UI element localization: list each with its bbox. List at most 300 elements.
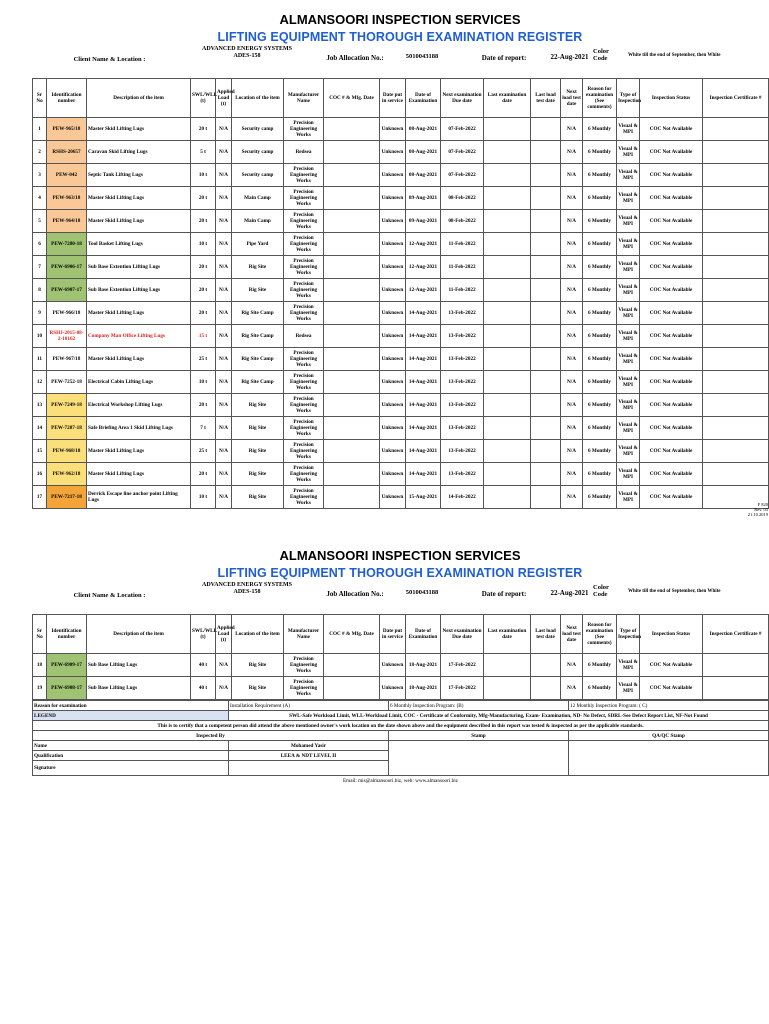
cell-sr-no: 3 bbox=[33, 164, 47, 187]
cell-location: Rig Site bbox=[232, 440, 284, 463]
cell-identification-number: PEW-6908-17 bbox=[47, 677, 87, 700]
cell-swl-wll: 20 t bbox=[191, 210, 216, 233]
cell-description: Master Skid Lifting Lugs bbox=[87, 118, 191, 141]
cell-description: Electrical Workshop Lifting Lugs bbox=[87, 394, 191, 417]
cell-date-in-service: Unknown bbox=[380, 118, 406, 141]
column-header-date-of-examination: Date of Examination bbox=[406, 615, 441, 654]
cell-swl-wll: 20 t bbox=[191, 279, 216, 302]
client-label: Client Name & Location : bbox=[73, 592, 146, 599]
cell-type-of-inspection: Visual & MPI bbox=[617, 463, 640, 486]
cell-next-load-test-date: N/A bbox=[561, 654, 583, 677]
cell-sr-no: 17 bbox=[33, 486, 47, 509]
cell-swl-wll: 10 t bbox=[191, 233, 216, 256]
name-label: Name bbox=[33, 741, 229, 751]
table-row bbox=[33, 417, 769, 440]
project-line-2: ADES-158 bbox=[233, 589, 261, 595]
cell-type-of-inspection: Visual & MPI bbox=[617, 256, 640, 279]
cell-inspection-certificate bbox=[703, 279, 769, 302]
cell-reason-for-examination: 6 Monthly bbox=[583, 302, 617, 325]
cell-inspection-certificate bbox=[703, 348, 769, 371]
cell-date-of-examination: 12-Aug-2021 bbox=[406, 256, 441, 279]
cell-coc-mfg-date bbox=[324, 302, 380, 325]
cell-inspection-status: COC Not Available bbox=[640, 256, 703, 279]
cell-sr-no: 5 bbox=[33, 210, 47, 233]
cell-coc-mfg-date bbox=[324, 486, 380, 509]
cell-last-examination-date bbox=[484, 233, 531, 256]
color-code-label: Color Code bbox=[593, 48, 609, 62]
column-header-description: Description of the item bbox=[87, 615, 191, 654]
cell-inspection-status: COC Not Available bbox=[640, 677, 703, 700]
cell-description: Sub Base Lifting Lugs bbox=[87, 654, 191, 677]
cell-type-of-inspection: Visual & MPI bbox=[617, 302, 640, 325]
table-row bbox=[33, 677, 769, 700]
cell-description: Safe Briefing Area 1 Skid Lifting Lugs bbox=[87, 417, 191, 440]
cell-next-examination-due: 13-Feb-2022 bbox=[441, 463, 484, 486]
cell-swl-wll: 10 t bbox=[191, 164, 216, 187]
report-header bbox=[32, 582, 768, 614]
cell-coc-mfg-date bbox=[324, 394, 380, 417]
cell-identification-number: PEW-962/18 bbox=[47, 463, 87, 486]
cell-last-load-test-date bbox=[531, 486, 561, 509]
form-number: F 820 bbox=[757, 502, 768, 507]
cell-next-examination-due: 14-Feb-2022 bbox=[441, 486, 484, 509]
column-header-manufacturer: Manufacturer Name bbox=[284, 615, 324, 654]
cell-next-load-test-date: N/A bbox=[561, 677, 583, 700]
cell-reason-for-examination: 6 Monthly bbox=[583, 348, 617, 371]
cell-last-examination-date bbox=[484, 325, 531, 348]
company-title: ALMANSOORI INSPECTION SERVICES bbox=[279, 12, 521, 27]
cell-manufacturer: Precision Engineering Works bbox=[284, 302, 324, 325]
column-header-applied-load: Applied Load (t) bbox=[216, 615, 232, 654]
cell-next-load-test-date: N/A bbox=[561, 302, 583, 325]
cell-type-of-inspection: Visual & MPI bbox=[617, 141, 640, 164]
project-line-2: ADES-158 bbox=[233, 53, 261, 59]
project-name bbox=[192, 582, 302, 596]
cell-last-load-test-date bbox=[531, 677, 561, 700]
cell-identification-number: PEW-7280-18 bbox=[47, 233, 87, 256]
cell-identification-number: PEW-7217-18 bbox=[47, 486, 87, 509]
certification-statement: This is to certify that a competent person did attend the above mentioned owner's work location on the date shown above and the equipment described in this report was tested & inspected as per the applicable standards. bbox=[33, 721, 769, 731]
cell-reason-for-examination: 6 Monthly bbox=[583, 210, 617, 233]
cell-swl-wll: 40 t bbox=[191, 654, 216, 677]
cell-type-of-inspection: Visual & MPI bbox=[617, 677, 640, 700]
cell-manufacturer: Precision Engineering Works bbox=[284, 486, 324, 509]
cell-last-examination-date bbox=[484, 210, 531, 233]
cell-reason-for-examination: 6 Monthly bbox=[583, 486, 617, 509]
cell-next-examination-due: 07-Feb-2022 bbox=[441, 141, 484, 164]
register-title: LIFTING EQUIPMENT THOROUGH EXAMINATION REGISTER bbox=[217, 30, 583, 44]
cell-last-load-test-date bbox=[531, 118, 561, 141]
register-table-1 bbox=[32, 78, 769, 509]
cell-date-in-service: Unknown bbox=[380, 486, 406, 509]
cell-reason-for-examination: 6 Monthly bbox=[583, 463, 617, 486]
cell-date-of-examination: 12-Aug-2021 bbox=[406, 279, 441, 302]
cell-inspection-status: COC Not Available bbox=[640, 233, 703, 256]
column-header-description: Description of the item bbox=[87, 79, 191, 118]
column-header-inspection-certificate: Inspection Certificate # bbox=[703, 79, 769, 118]
cell-next-load-test-date: N/A bbox=[561, 417, 583, 440]
cell-last-examination-date bbox=[484, 348, 531, 371]
column-header-swl-wll: SWL/WLL (t) bbox=[191, 79, 216, 118]
cell-swl-wll: 40 t bbox=[191, 677, 216, 700]
cell-manufacturer: Precision Engineering Works bbox=[284, 279, 324, 302]
cell-applied-load: N/A bbox=[216, 677, 232, 700]
cell-sr-no: 14 bbox=[33, 417, 47, 440]
cell-next-examination-due: 17-Feb-2022 bbox=[441, 677, 484, 700]
cell-coc-mfg-date bbox=[324, 654, 380, 677]
cell-date-of-examination: 08-Aug-2021 bbox=[406, 118, 441, 141]
cell-next-examination-due: 07-Feb-2022 bbox=[441, 118, 484, 141]
report-date-label: Date of report: bbox=[481, 590, 527, 598]
table-row bbox=[33, 325, 769, 348]
cell-last-examination-date bbox=[484, 302, 531, 325]
cell-manufacturer: Precision Engineering Works bbox=[284, 210, 324, 233]
cell-location: Rig Site bbox=[232, 486, 284, 509]
cell-swl-wll: 20 t bbox=[191, 302, 216, 325]
cell-identification-number: PEW-963/18 bbox=[47, 187, 87, 210]
cell-location: Security camp bbox=[232, 164, 284, 187]
cell-location: Rig Site bbox=[232, 677, 284, 700]
legend-label: LEGEND bbox=[33, 711, 229, 721]
cell-location: Rig Site bbox=[232, 256, 284, 279]
column-header-identification-number: Identification number bbox=[47, 79, 87, 118]
cell-next-load-test-date: N/A bbox=[561, 279, 583, 302]
cell-last-examination-date bbox=[484, 279, 531, 302]
cell-inspection-certificate bbox=[703, 677, 769, 700]
cell-location: Main Camp bbox=[232, 187, 284, 210]
client-label: Client Name & Location : bbox=[73, 56, 146, 63]
cell-swl-wll: 20 t bbox=[191, 463, 216, 486]
cell-last-load-test-date bbox=[531, 256, 561, 279]
cell-last-examination-date bbox=[484, 463, 531, 486]
cell-identification-number: PEW-6906-17 bbox=[47, 256, 87, 279]
cell-last-examination-date bbox=[484, 164, 531, 187]
inspector-qualification: LEEA & NDT LEVEL II bbox=[229, 751, 389, 761]
cell-next-examination-due: 08-Feb-2022 bbox=[441, 210, 484, 233]
cell-identification-number: PEW-965/18 bbox=[47, 118, 87, 141]
cell-last-load-test-date bbox=[531, 233, 561, 256]
cell-coc-mfg-date bbox=[324, 118, 380, 141]
cell-sr-no: 19 bbox=[33, 677, 47, 700]
cell-inspection-certificate bbox=[703, 302, 769, 325]
cell-next-examination-due: 11-Feb-2022 bbox=[441, 233, 484, 256]
cell-applied-load: N/A bbox=[216, 417, 232, 440]
cell-type-of-inspection: Visual & MPI bbox=[617, 654, 640, 677]
cell-sr-no: 16 bbox=[33, 463, 47, 486]
cell-coc-mfg-date bbox=[324, 210, 380, 233]
column-header-inspection-certificate: Inspection Certificate # bbox=[703, 615, 769, 654]
report-header bbox=[32, 46, 768, 78]
cell-description: Master Skid Lifting Lugs bbox=[87, 463, 191, 486]
cell-applied-load: N/A bbox=[216, 325, 232, 348]
cell-manufacturer: Precision Engineering Works bbox=[284, 348, 324, 371]
cell-location: Rig Site Camp bbox=[232, 325, 284, 348]
report-date-label: Date of report: bbox=[481, 54, 527, 62]
cell-type-of-inspection: Visual & MPI bbox=[617, 233, 640, 256]
cell-inspection-certificate bbox=[703, 371, 769, 394]
cell-sr-no: 6 bbox=[33, 233, 47, 256]
cell-last-load-test-date bbox=[531, 371, 561, 394]
cell-swl-wll: 5 t bbox=[191, 141, 216, 164]
cell-inspection-status: COC Not Available bbox=[640, 302, 703, 325]
table-row bbox=[33, 233, 769, 256]
cell-type-of-inspection: Visual & MPI bbox=[617, 210, 640, 233]
cell-date-in-service: Unknown bbox=[380, 463, 406, 486]
cell-coc-mfg-date bbox=[324, 348, 380, 371]
cell-location: Security camp bbox=[232, 118, 284, 141]
cell-last-load-test-date bbox=[531, 187, 561, 210]
cell-coc-mfg-date bbox=[324, 677, 380, 700]
cell-identification-number: PEW-964/18 bbox=[47, 210, 87, 233]
cell-coc-mfg-date bbox=[324, 325, 380, 348]
cell-date-of-examination: 14-Aug-2021 bbox=[406, 463, 441, 486]
column-header-row bbox=[33, 615, 769, 654]
cell-manufacturer: Precision Engineering Works bbox=[284, 394, 324, 417]
cell-reason-for-examination: 6 Monthly bbox=[583, 256, 617, 279]
project-line-1: ADVANCED ENERGY SYSTEMS bbox=[201, 46, 293, 52]
cell-date-of-examination: 14-Aug-2021 bbox=[406, 440, 441, 463]
stamp-label: Stamp bbox=[389, 731, 569, 741]
cell-reason-for-examination: 6 Monthly bbox=[583, 141, 617, 164]
signature-label: Signature bbox=[33, 761, 229, 776]
job-allocation-label: Job Allocation No.: bbox=[326, 54, 384, 62]
column-header-sr-no: Sr No bbox=[33, 615, 47, 654]
column-header-row bbox=[33, 79, 769, 118]
cell-inspection-certificate bbox=[703, 118, 769, 141]
cell-identification-number: RSHJ-2015-08-2-10162 bbox=[47, 325, 87, 348]
cell-applied-load: N/A bbox=[216, 440, 232, 463]
cell-reason-for-examination: 6 Monthly bbox=[583, 164, 617, 187]
cell-sr-no: 1 bbox=[33, 118, 47, 141]
cell-sr-no: 13 bbox=[33, 394, 47, 417]
table-row bbox=[33, 118, 769, 141]
cell-last-load-test-date bbox=[531, 164, 561, 187]
cell-date-of-examination: 14-Aug-2021 bbox=[406, 417, 441, 440]
cell-description: Sub Base Lifting Lugs bbox=[87, 677, 191, 700]
cell-last-load-test-date bbox=[531, 394, 561, 417]
cell-inspection-certificate bbox=[703, 654, 769, 677]
cell-swl-wll: 20 t bbox=[191, 256, 216, 279]
cell-manufacturer: Precision Engineering Works bbox=[284, 463, 324, 486]
cell-coc-mfg-date bbox=[324, 371, 380, 394]
cell-last-examination-date bbox=[484, 417, 531, 440]
cell-sr-no: 8 bbox=[33, 279, 47, 302]
column-header-identification-number: Identification number bbox=[47, 615, 87, 654]
column-header-manufacturer: Manufacturer Name bbox=[284, 79, 324, 118]
cell-inspection-status: COC Not Available bbox=[640, 417, 703, 440]
cell-date-of-examination: 09-Aug-2021 bbox=[406, 210, 441, 233]
cell-applied-load: N/A bbox=[216, 187, 232, 210]
cell-next-examination-due: 13-Feb-2022 bbox=[441, 417, 484, 440]
cell-inspection-status: COC Not Available bbox=[640, 325, 703, 348]
cell-last-load-test-date bbox=[531, 302, 561, 325]
column-header-reason-for-examination: Reason for examination (See comments) bbox=[583, 615, 617, 654]
cell-date-in-service: Unknown bbox=[380, 371, 406, 394]
cell-type-of-inspection: Visual & MPI bbox=[617, 394, 640, 417]
register-title: LIFTING EQUIPMENT THOROUGH EXAMINATION REGISTER bbox=[217, 566, 583, 580]
cell-last-load-test-date bbox=[531, 654, 561, 677]
cell-swl-wll: 20 t bbox=[191, 187, 216, 210]
cell-description: Septic Tank Lifting Lugs bbox=[87, 164, 191, 187]
report-footer bbox=[32, 700, 769, 785]
cell-inspection-status: COC Not Available bbox=[640, 164, 703, 187]
cell-date-of-examination: 14-Aug-2021 bbox=[406, 394, 441, 417]
cell-identification-number: PEW-967/18 bbox=[47, 348, 87, 371]
form-date: 21.10.2019 bbox=[747, 512, 768, 517]
table-row bbox=[33, 141, 769, 164]
cell-date-of-examination: 12-Aug-2021 bbox=[406, 233, 441, 256]
cell-date-of-examination: 18-Aug-2021 bbox=[406, 677, 441, 700]
cell-date-of-examination: 18-Aug-2021 bbox=[406, 654, 441, 677]
cell-location: Security camp bbox=[232, 141, 284, 164]
register-page-2 bbox=[32, 548, 768, 785]
cell-swl-wll: 10 t bbox=[191, 486, 216, 509]
cell-last-examination-date bbox=[484, 654, 531, 677]
cell-date-in-service: Unknown bbox=[380, 141, 406, 164]
cell-type-of-inspection: Visual & MPI bbox=[617, 348, 640, 371]
cell-last-load-test-date bbox=[531, 440, 561, 463]
cell-identification-number: PEW-7249-18 bbox=[47, 394, 87, 417]
cell-date-in-service: Unknown bbox=[380, 654, 406, 677]
cell-manufacturer: Precision Engineering Works bbox=[284, 417, 324, 440]
column-header-last-examination-date: Last examination date bbox=[484, 79, 531, 118]
column-header-next-load-test-date: Next load test date bbox=[561, 79, 583, 118]
cell-date-of-examination: 14-Aug-2021 bbox=[406, 325, 441, 348]
cell-last-load-test-date bbox=[531, 279, 561, 302]
table-row bbox=[33, 654, 769, 677]
cell-type-of-inspection: Visual & MPI bbox=[617, 118, 640, 141]
table-row bbox=[33, 256, 769, 279]
cell-location: Rig Site bbox=[232, 654, 284, 677]
cell-last-examination-date bbox=[484, 677, 531, 700]
cell-manufacturer: Precision Engineering Works bbox=[284, 256, 324, 279]
cell-inspection-status: COC Not Available bbox=[640, 440, 703, 463]
cell-reason-for-examination: 6 Monthly bbox=[583, 325, 617, 348]
reason-a: Installation Requirement (A) bbox=[229, 701, 389, 711]
project-name bbox=[192, 46, 302, 60]
cell-date-in-service: Unknown bbox=[380, 302, 406, 325]
cell-swl-wll: 10 t bbox=[191, 371, 216, 394]
cell-description: Master Skid Lifting Lugs bbox=[87, 302, 191, 325]
column-header-sr-no: Sr No bbox=[33, 79, 47, 118]
inspected-by-label: Inspected By bbox=[33, 731, 389, 741]
cell-date-of-examination: 15-Aug-2021 bbox=[406, 486, 441, 509]
column-header-type-of-inspection: Type of Inspection bbox=[617, 615, 640, 654]
cell-location: Rig Site bbox=[232, 394, 284, 417]
cell-coc-mfg-date bbox=[324, 279, 380, 302]
cell-location: Pipe Yard bbox=[232, 233, 284, 256]
cell-next-load-test-date: N/A bbox=[561, 187, 583, 210]
cell-next-examination-due: 11-Feb-2022 bbox=[441, 256, 484, 279]
cell-last-examination-date bbox=[484, 118, 531, 141]
cell-date-in-service: Unknown bbox=[380, 677, 406, 700]
qualification-label: Qualification bbox=[33, 751, 229, 761]
column-header-next-examination-due: Next examination Due date bbox=[441, 79, 484, 118]
cell-location: Rig Site bbox=[232, 463, 284, 486]
cell-location: Rig Site bbox=[232, 417, 284, 440]
cell-swl-wll: 25 t bbox=[191, 348, 216, 371]
cell-applied-load: N/A bbox=[216, 233, 232, 256]
cell-inspection-status: COC Not Available bbox=[640, 463, 703, 486]
column-header-coc-mfg-date: COC # & Mfg. Date bbox=[324, 615, 380, 654]
cell-location: Rig Site bbox=[232, 279, 284, 302]
cell-manufacturer: Precision Engineering Works bbox=[284, 164, 324, 187]
cell-manufacturer: Precision Engineering Works bbox=[284, 677, 324, 700]
cell-next-examination-due: 13-Feb-2022 bbox=[441, 371, 484, 394]
cell-coc-mfg-date bbox=[324, 164, 380, 187]
cell-reason-for-examination: 6 Monthly bbox=[583, 118, 617, 141]
cell-inspection-status: COC Not Available bbox=[640, 371, 703, 394]
cell-inspection-status: COC Not Available bbox=[640, 279, 703, 302]
cell-inspection-certificate bbox=[703, 233, 769, 256]
cell-swl-wll: 7 t bbox=[191, 417, 216, 440]
cell-inspection-certificate bbox=[703, 256, 769, 279]
cell-date-in-service: Unknown bbox=[380, 210, 406, 233]
cell-swl-wll: 15 t bbox=[191, 325, 216, 348]
cell-reason-for-examination: 6 Monthly bbox=[583, 233, 617, 256]
column-header-last-load-test-date: Last load test date bbox=[531, 79, 561, 118]
cell-coc-mfg-date bbox=[324, 417, 380, 440]
cell-inspection-status: COC Not Available bbox=[640, 394, 703, 417]
cell-coc-mfg-date bbox=[324, 233, 380, 256]
cell-last-load-test-date bbox=[531, 325, 561, 348]
cell-next-load-test-date: N/A bbox=[561, 141, 583, 164]
qaqc-stamp-label: QA/QC Stamp bbox=[569, 731, 769, 741]
cell-type-of-inspection: Visual & MPI bbox=[617, 279, 640, 302]
cell-description: Tool Basket Lifting Lugs bbox=[87, 233, 191, 256]
cell-applied-load: N/A bbox=[216, 654, 232, 677]
cell-swl-wll: 25 t bbox=[191, 440, 216, 463]
cell-description: Derrick Escape line anchor point Lifting Lugs bbox=[87, 486, 191, 509]
cell-date-in-service: Unknown bbox=[380, 394, 406, 417]
cell-manufacturer: Redsea bbox=[284, 141, 324, 164]
job-allocation-number: 5010043188 bbox=[405, 53, 439, 60]
cell-next-examination-due: 13-Feb-2022 bbox=[441, 302, 484, 325]
report-date-value: 22-Aug-2021 bbox=[550, 589, 589, 597]
cell-last-load-test-date bbox=[531, 141, 561, 164]
cell-applied-load: N/A bbox=[216, 463, 232, 486]
cell-next-load-test-date: N/A bbox=[561, 210, 583, 233]
cell-description: Caravan Skid Lifting Lugs bbox=[87, 141, 191, 164]
cell-inspection-certificate bbox=[703, 417, 769, 440]
cell-date-in-service: Unknown bbox=[380, 417, 406, 440]
cell-inspection-certificate bbox=[703, 394, 769, 417]
cell-type-of-inspection: Visual & MPI bbox=[617, 371, 640, 394]
column-header-date-in-service: Date put in service bbox=[380, 79, 406, 118]
cell-description: Master Skid Lifting Lugs bbox=[87, 348, 191, 371]
cell-applied-load: N/A bbox=[216, 164, 232, 187]
cell-inspection-certificate bbox=[703, 440, 769, 463]
cell-next-load-test-date: N/A bbox=[561, 325, 583, 348]
cell-manufacturer: Precision Engineering Works bbox=[284, 233, 324, 256]
cell-next-examination-due: 13-Feb-2022 bbox=[441, 325, 484, 348]
column-header-date-in-service: Date put in service bbox=[380, 615, 406, 654]
table-row bbox=[33, 187, 769, 210]
cell-date-in-service: Unknown bbox=[380, 256, 406, 279]
cell-date-of-examination: 08-Aug-2021 bbox=[406, 164, 441, 187]
cell-date-of-examination: 14-Aug-2021 bbox=[406, 348, 441, 371]
cell-reason-for-examination: 6 Monthly bbox=[583, 677, 617, 700]
cell-last-examination-date bbox=[484, 256, 531, 279]
cell-last-load-test-date bbox=[531, 463, 561, 486]
cell-inspection-status: COC Not Available bbox=[640, 654, 703, 677]
table-row bbox=[33, 394, 769, 417]
signature-area bbox=[229, 761, 389, 776]
cell-inspection-certificate bbox=[703, 210, 769, 233]
company-title: ALMANSOORI INSPECTION SERVICES bbox=[279, 548, 521, 563]
table-row bbox=[33, 164, 769, 187]
cell-location: Rig Site Camp bbox=[232, 371, 284, 394]
